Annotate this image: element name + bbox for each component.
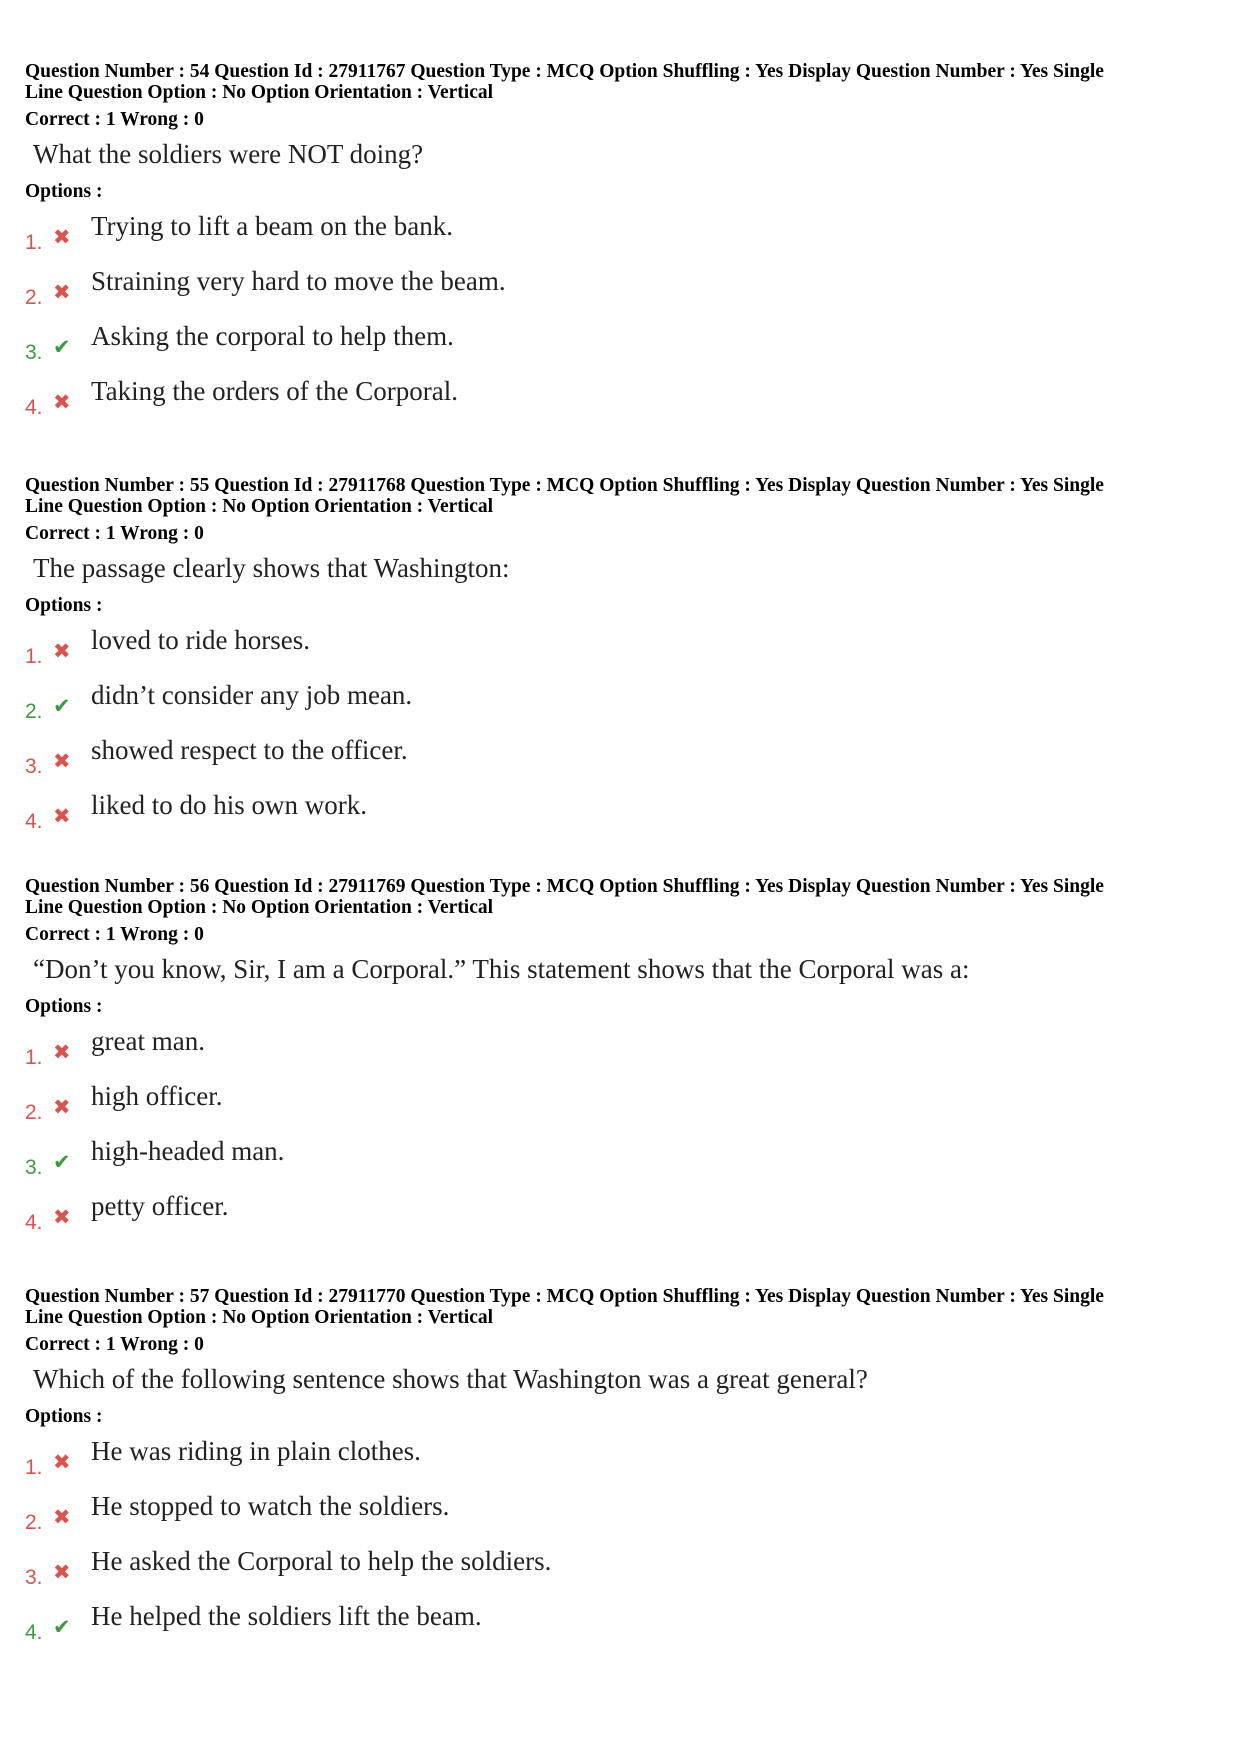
option-text: Taking the orders of the Corporal. <box>91 376 459 406</box>
cross-icon: ✖ <box>53 390 71 414</box>
cross-icon: ✖ <box>53 1095 71 1119</box>
question-meta-line1: Question Number : 54 Question Id : 27911767 Question Type : MCQ Option Shuffling : Yes Display Question Number : Yes Single <box>25 61 1104 82</box>
option-item <box>25 1024 1220 1079</box>
cross-icon: ✖ <box>53 639 71 663</box>
cross-icon: ✖ <box>53 1560 71 1584</box>
option-number: 2. <box>25 1101 43 1124</box>
option-item <box>25 678 1220 733</box>
option-number: 1. <box>25 645 43 668</box>
option-item <box>25 209 1220 264</box>
option-item <box>25 1599 1220 1654</box>
question-text: The passage clearly shows that Washington: <box>33 553 510 583</box>
option-text: great man. <box>91 1026 205 1056</box>
option-item <box>25 788 1220 843</box>
option-text: high officer. <box>91 1081 223 1111</box>
cross-icon: ✖ <box>53 1450 71 1474</box>
cross-icon: ✖ <box>53 804 71 828</box>
option-number: 3. <box>25 341 43 364</box>
options-list <box>25 209 1220 429</box>
option-text: loved to ride horses. <box>91 625 310 655</box>
option-text: He helped the soldiers lift the beam. <box>91 1601 482 1631</box>
question-meta-line2: Line Question Option : No Option Orientation : Vertical <box>25 496 494 517</box>
option-item <box>25 1544 1220 1599</box>
option-text: Trying to lift a beam on the bank. <box>91 211 453 241</box>
check-icon: ✔ <box>53 694 71 718</box>
option-number: 2. <box>25 286 43 309</box>
marks-info: Correct : 1 Wrong : 0 <box>25 924 204 945</box>
option-item <box>25 733 1220 788</box>
question-text: “Don’t you know, Sir, I am a Corporal.” This statement shows that the Corporal was a: <box>33 954 970 984</box>
question-meta-line1: Question Number : 56 Question Id : 27911769 Question Type : MCQ Option Shuffling : Yes Display Question Number : Yes Single <box>25 876 1104 897</box>
check-icon: ✔ <box>53 1615 71 1639</box>
options-label: Options : <box>25 996 103 1017</box>
question-meta-line2: Line Question Option : No Option Orientation : Vertical <box>25 897 494 918</box>
question-meta-line2: Line Question Option : No Option Orientation : Vertical <box>25 82 494 103</box>
option-number: 1. <box>25 1456 43 1479</box>
option-number: 3. <box>25 1156 43 1179</box>
cross-icon: ✖ <box>53 1505 71 1529</box>
question-block <box>25 475 1220 843</box>
marks-info: Correct : 1 Wrong : 0 <box>25 109 204 130</box>
option-item <box>25 319 1220 374</box>
option-text: petty officer. <box>91 1191 229 1221</box>
option-text: Straining very hard to move the beam. <box>91 266 506 296</box>
question-meta-line2: Line Question Option : No Option Orientation : Vertical <box>25 1307 494 1328</box>
option-item <box>25 1189 1220 1244</box>
option-text: liked to do his own work. <box>91 790 367 820</box>
cross-icon: ✖ <box>53 1205 71 1229</box>
option-item <box>25 623 1220 678</box>
question-meta-line1: Question Number : 55 Question Id : 27911768 Question Type : MCQ Option Shuffling : Yes Display Question Number : Yes Single <box>25 475 1104 496</box>
option-number: 2. <box>25 1511 43 1534</box>
option-text: high-headed man. <box>91 1136 285 1166</box>
check-icon: ✔ <box>53 335 71 359</box>
question-block <box>25 61 1220 429</box>
option-text: He asked the Corporal to help the soldiers. <box>91 1546 552 1576</box>
option-text: Asking the corporal to help them. <box>91 321 454 351</box>
option-number: 1. <box>25 1046 43 1069</box>
option-item <box>25 1079 1220 1134</box>
option-item <box>25 374 1220 429</box>
option-number: 4. <box>25 810 43 833</box>
option-number: 4. <box>25 1211 43 1234</box>
option-item <box>25 264 1220 319</box>
options-label: Options : <box>25 181 103 202</box>
option-text: He stopped to watch the soldiers. <box>91 1491 450 1521</box>
option-number: 3. <box>25 1566 43 1589</box>
option-number: 4. <box>25 396 43 419</box>
option-number: 1. <box>25 231 43 254</box>
question-meta-line1: Question Number : 57 Question Id : 27911770 Question Type : MCQ Option Shuffling : Yes Display Question Number : Yes Single <box>25 1286 1104 1307</box>
option-item <box>25 1434 1220 1489</box>
question-block <box>25 876 1220 1244</box>
check-icon: ✔ <box>53 1150 71 1174</box>
options-list <box>25 1024 1220 1244</box>
option-item <box>25 1489 1220 1544</box>
question-block <box>25 1286 1220 1654</box>
options-list <box>25 1434 1220 1654</box>
option-text: didn’t consider any job mean. <box>91 680 413 710</box>
options-list <box>25 623 1220 843</box>
cross-icon: ✖ <box>53 225 71 249</box>
cross-icon: ✖ <box>53 280 71 304</box>
question-text: What the soldiers were NOT doing? <box>33 139 424 169</box>
options-label: Options : <box>25 1406 103 1427</box>
option-text: showed respect to the officer. <box>91 735 408 765</box>
option-number: 4. <box>25 1621 43 1644</box>
question-text: Which of the following sentence shows that Washington was a great general? <box>33 1364 868 1394</box>
cross-icon: ✖ <box>53 749 71 773</box>
option-number: 3. <box>25 755 43 778</box>
option-item <box>25 1134 1220 1189</box>
cross-icon: ✖ <box>53 1040 71 1064</box>
marks-info: Correct : 1 Wrong : 0 <box>25 523 204 544</box>
option-text: He was riding in plain clothes. <box>91 1436 421 1466</box>
marks-info: Correct : 1 Wrong : 0 <box>25 1334 204 1355</box>
options-label: Options : <box>25 595 103 616</box>
option-number: 2. <box>25 700 43 723</box>
